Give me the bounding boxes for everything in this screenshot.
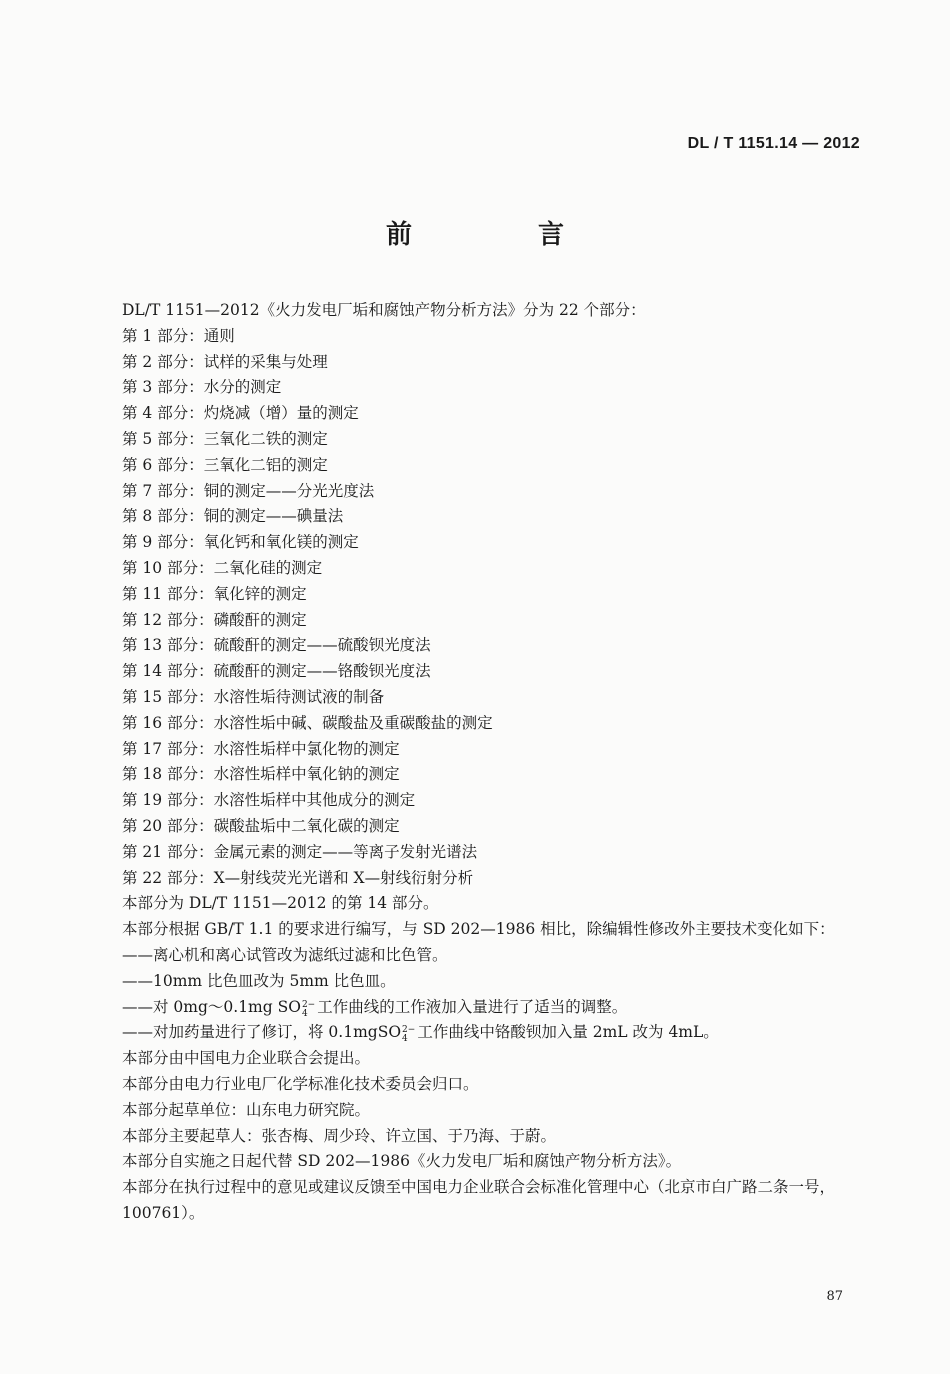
part-item: 第 1 部分：通则	[122, 326, 235, 345]
change-text: ——对 0mg～0.1mg SO	[122, 997, 301, 1016]
part-item: 第 18 部分：水溶性垢样中氧化钠的测定	[122, 765, 400, 784]
closing-line: 本部分由中国电力企业联合会提出。	[122, 1049, 371, 1068]
feedback-text: 本部分在执行过程中的意见或建议反馈至中国电力企业联合会标准化管理中心（北京市白广路二条一号，100761）。	[122, 1178, 836, 1222]
part-item: 第 13 部分：硫酸酐的测定——硫酸钡光度法	[122, 636, 431, 655]
part-item: 第 2 部分：试样的采集与处理	[122, 352, 328, 371]
chem-subscript: 4	[402, 1034, 408, 1045]
part-item: 第 8 部分：铜的测定——碘量法	[122, 507, 344, 526]
chem-superscript: 2−	[301, 999, 316, 1010]
change-item	[122, 1020, 862, 1046]
chem-superscript: 2−	[402, 1025, 416, 1036]
closing-line: 本部分由电力行业电厂化学标准化技术委员会归口。	[122, 1074, 479, 1093]
change-text: 工作曲线中铬酸钡加入量 2mL 改为 4mL。	[417, 1023, 719, 1042]
part-item: 第 15 部分：水溶性垢待测试液的制备	[122, 687, 385, 706]
parts-list	[122, 324, 862, 892]
part-item: 第 9 部分：氧化钙和氧化镁的测定	[122, 533, 359, 552]
part-item: 第 5 部分：三氧化二铁的测定	[122, 429, 328, 448]
closing-line: 本部分自实施之日起代替 SD 202—1986《火力发电厂垢和腐蚀产物分析方法》。	[122, 1152, 682, 1171]
part-item: 第 3 部分：水分的测定	[122, 378, 282, 397]
basis-line: 本部分根据 GB/T 1.1 的要求进行编写，与 SD 202—1986 相比，除编辑性修改外主要技术变化如下：	[122, 920, 835, 939]
change-text: 工作曲线的工作液加入量进行了适当的调整。	[317, 997, 628, 1016]
chem-subscript: 4	[301, 1008, 308, 1019]
part-item: 第 21 部分：金属元素的测定——等离子发射光谱法	[122, 842, 478, 861]
change-item	[122, 995, 862, 1021]
document-code: DL / T 1151.14 — 2012	[687, 135, 860, 152]
part-item: 第 10 部分：二氧化硅的测定	[122, 558, 323, 577]
part-item: 第 6 部分：三氧化二铝的测定	[122, 455, 328, 474]
sulfate-charge	[402, 1026, 415, 1044]
page-number: 87	[826, 1289, 843, 1304]
part-item: 第 4 部分：灼烧减（增）量的测定	[122, 404, 359, 423]
part-item: 第 16 部分：水溶性垢中碱、碳酸盐及重碳酸盐的测定	[122, 713, 493, 732]
foreword-body	[122, 298, 862, 1227]
closing-line: 本部分主要起草人：张杏梅、周少玲、许立国、于乃海、于蔚。	[122, 1126, 557, 1145]
part-item: 第 12 部分：磷酸酐的测定	[122, 610, 307, 629]
part-item: 第 22 部分：X—射线荧光光谱和 X—射线衍射分析	[122, 868, 474, 887]
change-item: ——离心机和离心试管改为滤纸过滤和比色管。	[122, 945, 448, 964]
part-item: 第 19 部分：水溶性垢样中其他成分的测定	[122, 791, 416, 810]
change-item: ——10mm 比色皿改为 5mm 比色皿。	[122, 971, 396, 990]
feedback-paragraph	[84, 1175, 862, 1227]
part-item: 第 20 部分：碳酸盐垢中二氧化碳的测定	[122, 816, 400, 835]
part-item: 第 17 部分：水溶性垢样中氯化物的测定	[122, 739, 400, 758]
intro-line: DL/T 1151—2012《火力发电厂垢和腐蚀产物分析方法》分为 22 个部分：	[122, 301, 646, 319]
closing-line: 本部分起草单位：山东电力研究院。	[122, 1100, 371, 1119]
part-item: 第 7 部分：铜的测定——分光光度法	[122, 481, 375, 500]
part-item: 第 14 部分：硫酸酐的测定——铬酸钡光度法	[122, 662, 431, 681]
page-title: 前 言	[385, 220, 614, 250]
part-item: 第 11 部分：氧化锌的测定	[122, 584, 307, 603]
this-part-line: 本部分为 DL/T 1151—2012 的第 14 部分。	[122, 894, 439, 913]
sulfate-charge	[302, 1001, 315, 1019]
change-text: ——对加药量进行了修订，将 0.1mgSO	[122, 1023, 402, 1042]
